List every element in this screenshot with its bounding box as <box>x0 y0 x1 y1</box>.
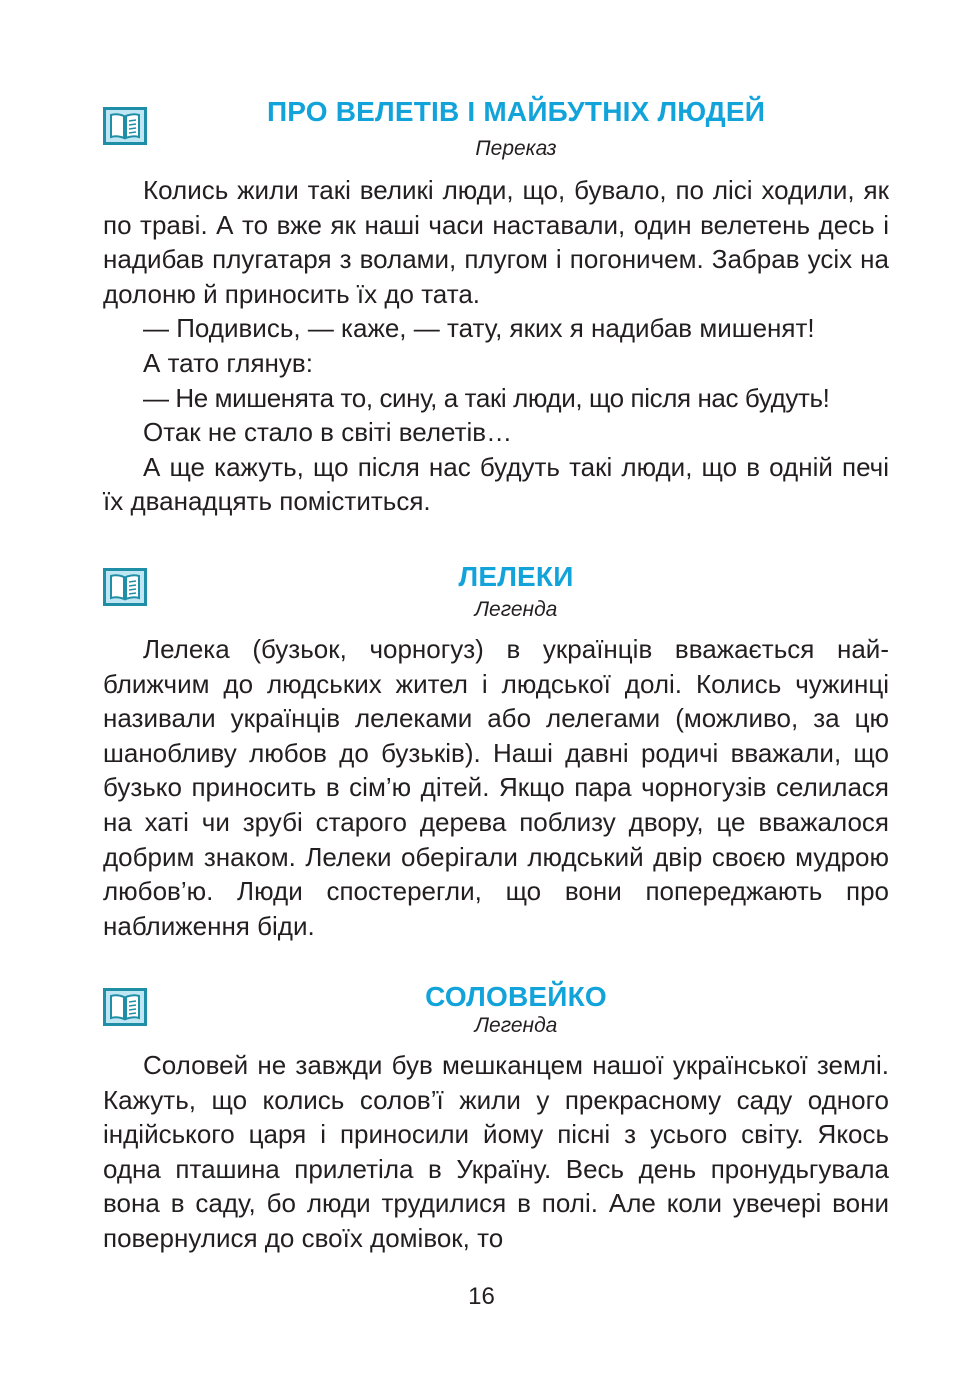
open-book-icon <box>103 568 147 606</box>
section-nightingale <box>103 980 889 1256</box>
open-book-icon <box>103 988 147 1026</box>
section-subtitle: Легенда <box>474 1014 558 1037</box>
paragraph: А ще кажуть, що після нас будуть такі люди, що в одній печі їх дванадцять поміститься. <box>103 451 889 517</box>
section-subtitle: Переказ <box>475 137 557 160</box>
page-number: 16 <box>468 1283 495 1310</box>
open-book-icon <box>103 107 147 145</box>
section-storks <box>103 560 889 943</box>
section-title: СОЛОВЕЙКО <box>425 981 607 1012</box>
section-title: ПРО ВЕЛЕТІВ І МАЙБУТНІХ ЛЮДЕЙ <box>266 96 766 127</box>
section-giants <box>103 95 889 519</box>
paragraph: А тато глянув: <box>143 347 313 378</box>
section-subtitle: Легенда <box>474 598 558 621</box>
paragraph: Отак не стало в світі велетів… <box>143 417 513 448</box>
section-title: ЛЕЛЕКИ <box>458 561 574 592</box>
paragraph: Соловей не завжди був мешканцем нашої української землі. Кажуть, що колись солов’ї жили у прекрасному саду одного індійського царя і приносили йому пісні з усього світу. Якось одна пташина прилетіла в Україну. Весь день пронудьгувала вона в саду, бо люди трудилися в полі. Але коли увечері вони повернулися до своїх домівок, то <box>103 1050 889 1253</box>
paragraph: — Подивись, — каже, — тату, яких я надибав мишенят! <box>143 313 815 344</box>
paragraph: Лелека (бузьок, чорногуз) в українців вважається найближчим до людських жител і людської долі. Колись чужинці називали українців лелеками або лелегами (можливо, за цю шанобливу любов до бузьків). Наші давні родичі вважали, що бузько приносить в сім’ю дітей. Якщо пара чорногузів селилася на хаті чи зрубі старого дерева поблизу двору, це вважалося добрим знаком. Лелеки оберігали людський двір своєю мудрою любов’ю. Люди спостерегли, що вони попереджають про наближення біди. <box>103 634 889 941</box>
paragraph: Колись жили такі великі люди, що, бувало, по лісі ходили, як по траві. А то вже як наші часи наставали, один велетень десь і надибав плугатаря з волами, плугом і погоничем. Забрав усіх на долоню й приносить їх до тата. <box>103 175 889 309</box>
paragraph: — Не мишенята то, сину, а такі люди, що після нас будуть! <box>143 382 830 413</box>
